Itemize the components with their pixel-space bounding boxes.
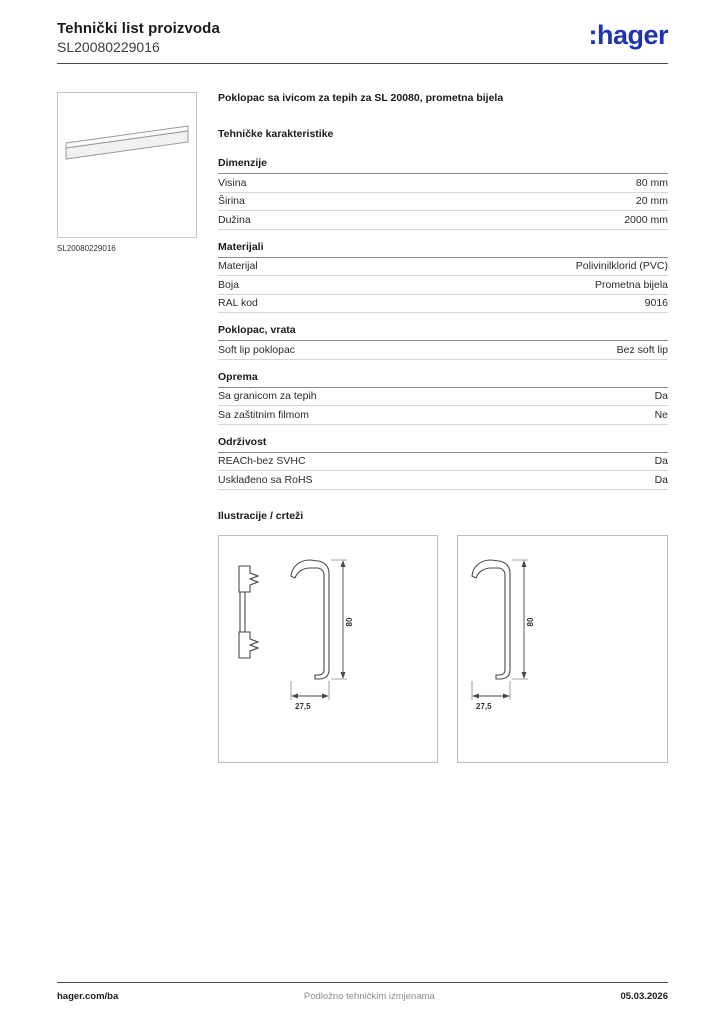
section-title: Materijali xyxy=(218,241,668,258)
spec-row xyxy=(218,388,668,407)
spec-value: Da xyxy=(654,473,668,486)
dim-width-label: 27,5 xyxy=(476,701,492,711)
product-thumbnail-column xyxy=(57,92,197,253)
product-thumbnail xyxy=(57,92,197,238)
clip-drawing xyxy=(239,566,258,658)
spec-value: 80 mm xyxy=(635,176,668,189)
spec-row xyxy=(218,258,668,277)
product-id: SL20080229016 xyxy=(57,39,160,55)
spec-label: Soft lip poklopac xyxy=(218,343,296,356)
spec-label: RAL kod xyxy=(218,297,258,309)
main-content xyxy=(218,92,668,763)
footer xyxy=(57,982,668,1002)
footer-url[interactable]: hager.com/ba xyxy=(57,991,119,1002)
spec-row xyxy=(218,471,668,490)
dim-height-label: 80 xyxy=(345,617,354,626)
header xyxy=(57,20,668,55)
spec-value: Da xyxy=(654,455,668,467)
section-odrzivost xyxy=(218,436,668,490)
dim-width-label: 27,5 xyxy=(295,701,311,711)
characteristics-heading: Tehničke karakteristike xyxy=(218,128,334,140)
spec-value: 20 mm xyxy=(635,195,668,207)
drawing-box-2 xyxy=(457,535,668,763)
footer-date: 05.03.2026 xyxy=(620,991,668,1002)
spec-label: Dužina xyxy=(218,213,251,226)
spec-value: Da xyxy=(654,390,668,402)
product-strip-image xyxy=(58,93,196,237)
section-title: Dimenzije xyxy=(218,157,668,174)
spec-value: 2000 mm xyxy=(624,213,668,226)
profile-drawing xyxy=(472,560,535,711)
section-oprema xyxy=(218,371,668,425)
header-text xyxy=(57,20,220,55)
spec-row xyxy=(218,193,668,212)
spec-row xyxy=(218,174,668,193)
illustrations-heading: Ilustracije / crteži xyxy=(218,509,304,522)
footer-note: Podložno tehničkim izmjenama xyxy=(303,991,435,1002)
profile-drawing-with-clip xyxy=(219,536,437,762)
spec-value: Ne xyxy=(654,408,668,421)
spec-value: Prometna bijela xyxy=(595,278,668,291)
spec-value: Polivinilklorid (PVC) xyxy=(575,260,668,272)
section-materijali xyxy=(218,241,668,314)
spec-row xyxy=(218,211,668,230)
spec-label: Visina xyxy=(218,176,247,189)
section-title: Oprema xyxy=(218,371,668,388)
spec-label: Usklađeno sa RoHS xyxy=(218,473,313,486)
spec-row xyxy=(218,295,668,314)
spec-label: Boja xyxy=(218,278,240,291)
section-poklopac-vrata xyxy=(218,324,668,360)
spec-label: Sa granicom za tepih xyxy=(218,390,317,402)
spec-label: Materijal xyxy=(218,260,258,272)
drawings xyxy=(218,535,668,763)
section-dimenzije xyxy=(218,157,668,230)
spec-label: REACh-bez SVHC xyxy=(218,455,306,467)
drawing-box-1 xyxy=(218,535,438,763)
profile-drawing xyxy=(291,560,354,711)
section-title: Poklopac, vrata xyxy=(218,324,668,341)
doc-title: Tehnički list proizvoda xyxy=(57,20,220,37)
spec-row xyxy=(218,276,668,295)
spec-value: 9016 xyxy=(644,297,668,309)
spec-row xyxy=(218,453,668,472)
spec-value: Bez soft lip xyxy=(616,343,668,356)
header-divider xyxy=(57,63,668,64)
spec-label: Sa zaštitnim filmom xyxy=(218,408,310,421)
dim-height-label: 80 xyxy=(526,617,535,626)
thumbnail-caption: SL20080229016 xyxy=(57,244,116,253)
product-title: Poklopac sa ivicom za tepih za SL 20080, prometna bijela xyxy=(218,92,504,104)
hager-logo: :hager xyxy=(588,20,668,50)
profile-drawing-2 xyxy=(458,536,667,762)
spec-label: Širina xyxy=(218,195,245,207)
spec-row xyxy=(218,406,668,425)
spec-row xyxy=(218,341,668,360)
section-title: Održivost xyxy=(218,436,668,453)
